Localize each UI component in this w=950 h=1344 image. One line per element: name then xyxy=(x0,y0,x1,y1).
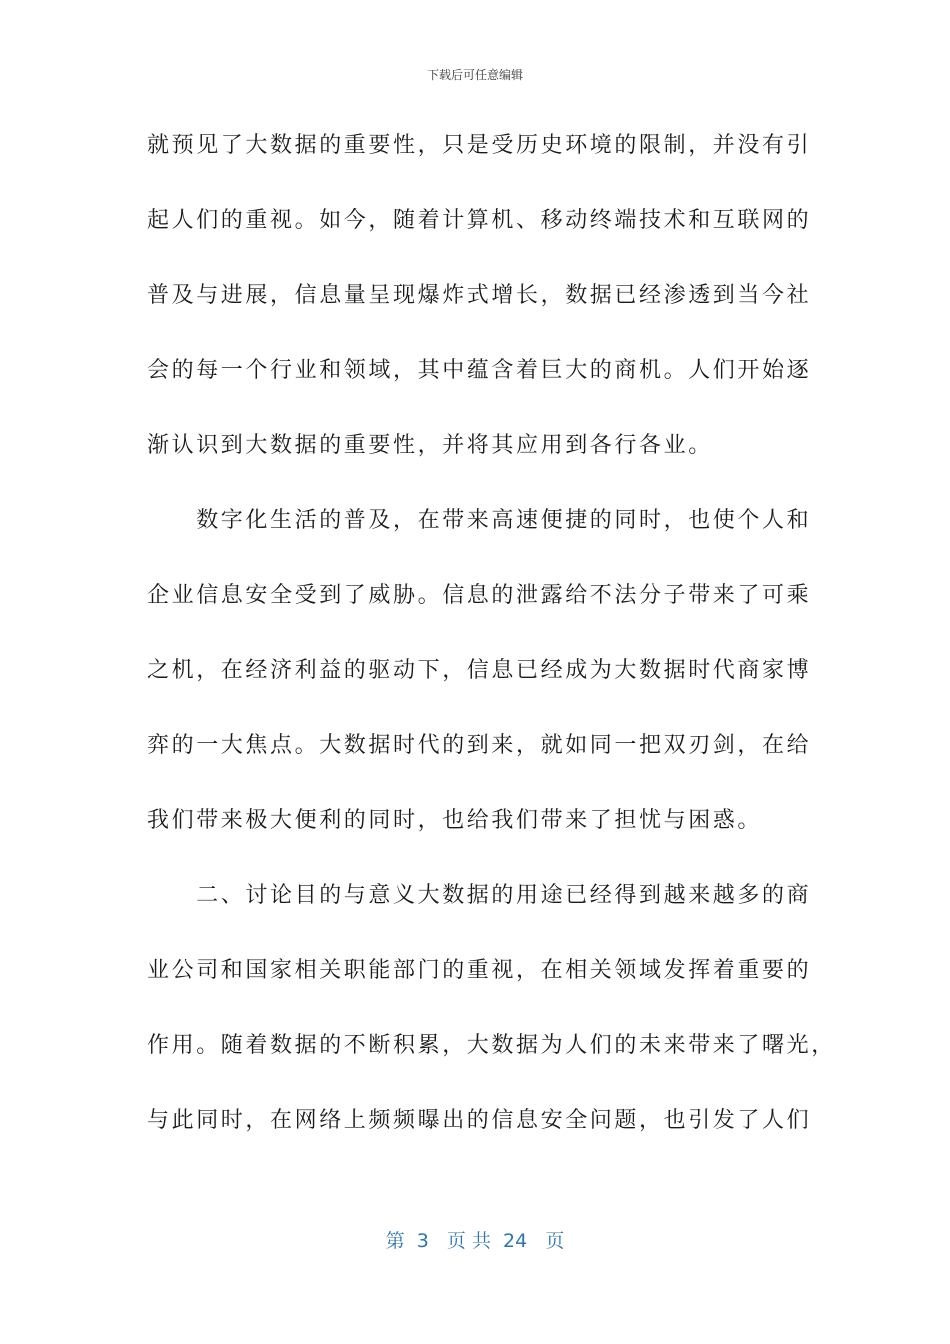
text-line: 会的每一个行业和领域，其中蕴含着巨大的商机。人们开始逐 xyxy=(147,358,812,383)
text-line: 作用。随着数据的不断积累，大数据为人们的未来带来了曙光， xyxy=(147,1033,836,1058)
text-line: 普及与进展，信息量呈现爆炸式增长，数据已经渗透到当今社 xyxy=(147,283,812,308)
text-line: 渐认识到大数据的重要性，并将其应用到各行各业。 xyxy=(147,433,713,458)
document-body xyxy=(147,124,836,1174)
text-line: 之机，在经济利益的驱动下，信息已经成为大数据时代商家博 xyxy=(147,658,812,683)
text-line: 弈的一大焦点。大数据时代的到来，就如同一把双刃剑，在给 xyxy=(147,733,812,758)
text-line: 数字化生活的普及，在带来高速便捷的同时，也使个人和 xyxy=(147,508,812,533)
page-number-footer: 第 3 页 共 24 页 xyxy=(385,1230,565,1252)
text-line: 与此同时，在网络上频频曝出的信息安全问题，也引发了人们 xyxy=(147,1108,812,1133)
text-line: 就预见了大数据的重要性，只是受历史环境的限制，并没有引 xyxy=(147,133,812,158)
text-line: 业公司和国家相关职能部门的重视，在相关领域发挥着重要的 xyxy=(147,958,812,983)
text-line: 起人们的重视。如今，随着计算机、移动终端技术和互联网的 xyxy=(147,208,812,233)
text-line: 企业信息安全受到了威胁。信息的泄露给不法分子带来了可乘 xyxy=(147,583,812,608)
page-header: 下载后可任意编辑 xyxy=(426,68,523,82)
text-line: 我们带来极大便利的同时，也给我们带来了担忧与困惑。 xyxy=(147,808,763,833)
text-line: 二、讨论目的与意义大数据的用途已经得到越来越多的商 xyxy=(147,883,812,908)
